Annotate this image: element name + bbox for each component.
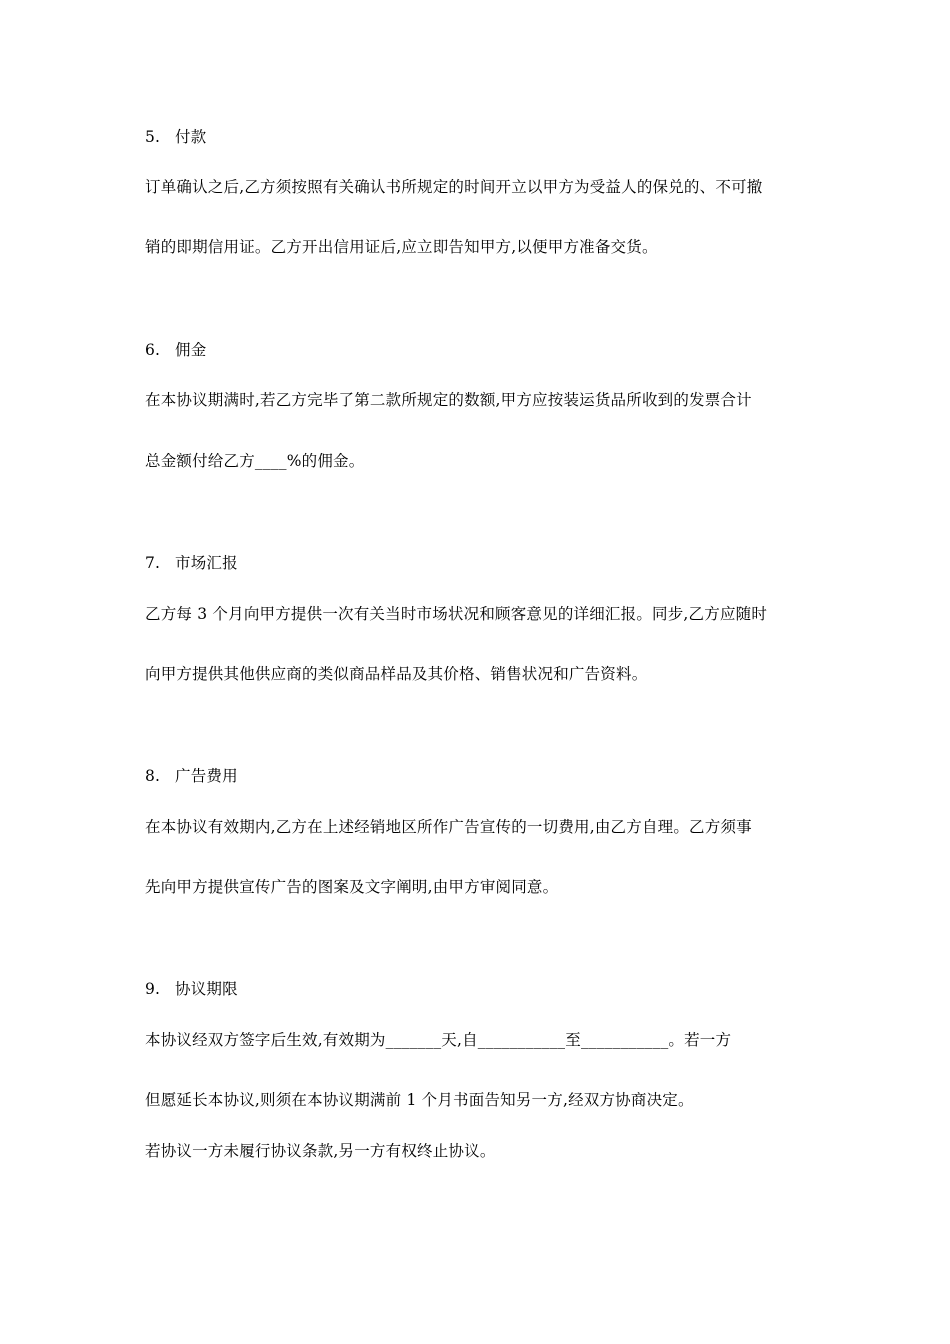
section-5-line-1: 订单确认之后,乙方须按照有关确认书所规定的时间开立以甲方为受益人的保兑的、不可撤 bbox=[145, 178, 763, 196]
section-7-title: 市场汇报 bbox=[175, 554, 238, 572]
section-7-line-1: 乙方每 3 个月向甲方提供一次有关当时市场状况和顾客意见的详细汇报。同步,乙方应随时 bbox=[145, 605, 768, 623]
section-6-heading bbox=[145, 339, 825, 361]
section-5-number: 5. bbox=[145, 128, 161, 146]
section-8-line-2: 先向甲方提供宣传广告的图案及文字阐明,由甲方审阅同意。 bbox=[145, 878, 559, 896]
section-8-heading bbox=[145, 765, 825, 787]
section-5-heading bbox=[145, 126, 825, 148]
section-9-line-2: 但愿延长本协议,则须在本协议期满前 1 个月书面告知另一方,经双方协商决定。 bbox=[145, 1091, 694, 1109]
section-7-number: 7. bbox=[145, 554, 161, 572]
section-7-heading bbox=[145, 552, 825, 574]
section-6-title: 佣金 bbox=[175, 341, 207, 359]
section-5-line-2: 销的即期信用证。乙方开出信用证后,应立即告知甲方,以便甲方准备交货。 bbox=[145, 238, 658, 256]
section-9-title: 协议期限 bbox=[175, 980, 238, 998]
section-5-title: 付款 bbox=[175, 128, 207, 146]
section-9-line-3: 若协议一方未履行协议条款,另一方有权终止协议。 bbox=[145, 1142, 496, 1160]
section-6-number: 6. bbox=[145, 341, 161, 359]
section-6-line-2: 总金额付给乙方____%的佣金。 bbox=[145, 452, 365, 470]
section-7-line-2: 向甲方提供其他供应商的类似商品样品及其价格、销售状况和广告资料。 bbox=[145, 665, 648, 683]
section-9-heading bbox=[145, 978, 825, 1000]
section-8-title: 广告费用 bbox=[175, 767, 238, 785]
section-8-line-1: 在本协议有效期内,乙方在上述经销地区所作广告宣传的一切费用,由乙方自理。乙方须事 bbox=[145, 818, 752, 836]
section-9-number: 9. bbox=[145, 980, 161, 998]
section-6-line-1: 在本协议期满时,若乙方完毕了第二款所规定的数额,甲方应按装运货品所收到的发票合计 bbox=[145, 391, 752, 409]
section-8-number: 8. bbox=[145, 767, 161, 785]
section-9-line-1: 本协议经双方签字后生效,有效期为_______天,自___________至___________。若一方 bbox=[145, 1031, 732, 1049]
